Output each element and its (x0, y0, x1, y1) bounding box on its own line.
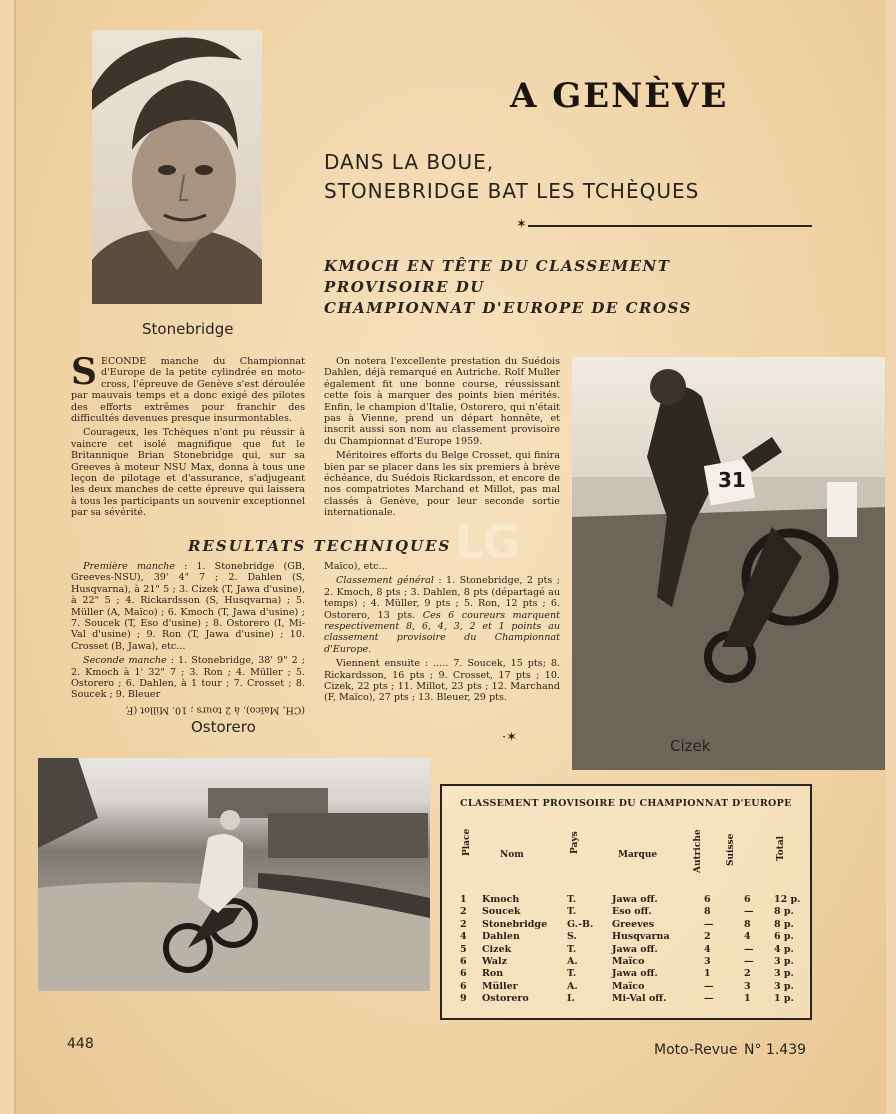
row-brand: Maïco (612, 980, 645, 992)
ostorero-illustration (38, 758, 430, 991)
page-number: 448 (67, 1036, 94, 1052)
row-total: 3 p. (774, 956, 794, 967)
row-brand: Eso off. (612, 906, 652, 918)
row-switzerland: — (744, 906, 754, 918)
portrait-caption: Stonebridge (142, 320, 234, 338)
row-switzerland: 6 (744, 894, 751, 905)
row-total: 8 p. (774, 918, 794, 930)
kicker-line-2: PROVISOIRE DU (324, 278, 485, 296)
table-row (442, 968, 810, 981)
row-country: T. (567, 906, 577, 918)
row-brand: Jawa off. (612, 968, 658, 980)
row-country: A. (567, 956, 578, 967)
row-country: T. (567, 943, 577, 955)
row-country: T. (567, 968, 577, 980)
following-riders: Viennent ensuite : ..... 7. Soucek, 15 pts; 8. Rickardsson, 16 pts ; 9. Crosset, 17 pts ; 10. Cizek, 22 pts ; 11. Millot, 23 pts ; 12. Marchand (F, Maïco), 27 pts ; 13. Bleuer, 29 pts. (324, 658, 560, 704)
row-country: I. (567, 993, 575, 1005)
title-rule (528, 225, 812, 227)
subtitle-line-1: DANS LA BOUE, (324, 150, 495, 174)
table-title: CLASSEMENT PROVISOIRE DU CHAMPIONNAT D'EUROPE (460, 798, 792, 809)
table-row (442, 931, 810, 944)
row-name: Walz (482, 956, 508, 967)
row-brand: Jawa off. (612, 894, 658, 905)
first-heat-label: Première manche (83, 561, 176, 572)
table-row (442, 944, 810, 957)
results-continuation: Maïco), etc... (324, 561, 388, 572)
row-brand: Jawa off. (612, 943, 658, 955)
table-row (442, 993, 810, 1006)
cizek-illustration (572, 357, 885, 770)
kicker-line-1: KMOCH EN TÊTE DU CLASSEMENT (324, 257, 671, 275)
row-brand: Husqvarna (612, 931, 670, 943)
row-name: Ostorero (482, 993, 529, 1005)
row-place: 1 (460, 894, 467, 905)
row-austria: 3 (704, 956, 711, 967)
row-country: G.-B. (567, 918, 594, 930)
row-switzerland: 1 (744, 993, 751, 1005)
row-austria: 1 (704, 968, 711, 980)
standings-table (440, 784, 812, 1020)
row-switzerland: 2 (744, 968, 751, 980)
ostorero-caption: Ostorero (191, 718, 256, 736)
column-2-paragraph-1: On notera l'excellente prestation du Suédois Dahlen, déjà remarqué en Autriche. Rolf Muller également fit une bonne course, réussissant cette fois à marquer des points bien mérités. Enfin, le champion d'Italie, Ostorero, qui n'était pas à Vienne, prend un départ honnête, et inscrit aussi son nom au classement provisoire du Championnat d'Europe 1959. (324, 356, 560, 447)
table-row (442, 894, 810, 907)
issue-number: N° 1.439 (744, 1042, 807, 1058)
row-country: T. (567, 894, 577, 905)
row-total: 3 p. (774, 968, 794, 980)
row-total: 4 p. (774, 943, 794, 955)
first-heat-results: : 1. Stonebridge (GB, Greeves-NSU), 39' 4" 7 ; 2. Dahlen (S, Husqvarna), à 21" 5 ; 3. Cizek (T, Jawa d'usine), à 22" 5 ; 4. Rickardsson (S, Husqvarna) ; 5. Müller (A, Maïco) ; 6. Kmoch (T, Jawa d'usine) ; 7. Soucek (T, Eso d'usine) ; 8. Ostorero (I, Mi-Val d'usine) ; 9. Ron (T, Jawa d'usine) ; 10. Crosset (B, Jawa), etc... (71, 561, 306, 652)
row-austria: 8 (704, 906, 711, 918)
row-austria: — (704, 980, 714, 992)
star-ornament-small: ·✶ (502, 730, 518, 745)
row-austria: — (704, 918, 714, 930)
row-total: 6 p. (774, 931, 794, 943)
row-name: Kmoch (482, 894, 520, 905)
row-place: 6 (460, 956, 467, 967)
row-country: S. (567, 931, 577, 943)
row-place: 2 (460, 906, 467, 918)
second-heat-label: Seconde manche (83, 655, 167, 667)
table-row (442, 906, 810, 919)
row-switzerland: — (744, 956, 754, 967)
header-marque: Marque (618, 850, 658, 860)
row-brand: Greeves (612, 918, 655, 930)
table-row (442, 981, 810, 994)
row-name: Müller (482, 980, 518, 992)
row-austria: 4 (704, 943, 711, 955)
article-column-1 (71, 351, 305, 522)
row-place: 9 (460, 993, 467, 1005)
second-heat-results-inverted: (CH, Maïco), à 2 tours ; 10. Millot (F, (125, 704, 305, 716)
row-total: 1 p. (774, 993, 794, 1005)
row-austria: 6 (704, 894, 711, 905)
row-place: 4 (460, 931, 467, 943)
row-name: Ron (482, 968, 504, 980)
row-brand: Mi-Val off. (612, 993, 667, 1005)
cizek-photo (572, 357, 885, 770)
row-name: Cizek (482, 943, 512, 955)
row-austria: 2 (704, 931, 711, 943)
header-place: Place (462, 828, 472, 856)
row-name: Soucek (482, 906, 521, 918)
row-switzerland: 4 (744, 931, 751, 943)
row-place: 2 (460, 918, 467, 930)
row-name: Stonebridge (482, 918, 548, 930)
row-switzerland: — (744, 943, 754, 955)
column-1-paragraph-2: Courageux, les Tchèques n'ont pu réussir à vaincre cet isolé magnifique que fut le Britannique Brian Stonebridge qui, sur sa Greeves à moteur NSU Max, donna à tous une leçon de pilotage et d'assurance, s'adjugeant les deux manches de cette épreuve qui laissera à tous les participants un souvenir exceptionnel par sa sévérité. (71, 427, 305, 519)
general-classification-label: Classement général (336, 575, 434, 587)
row-place: 6 (460, 980, 467, 992)
magazine-name: Moto-Revue (654, 1042, 738, 1058)
star-ornament: ✶ (516, 217, 527, 232)
row-total: 3 p. (774, 980, 794, 992)
row-total: 8 p. (774, 906, 794, 918)
row-austria: — (704, 993, 714, 1005)
watermark-logo: LG (455, 515, 519, 569)
header-total: Total (776, 835, 786, 861)
ostorero-photo (38, 758, 430, 991)
header-nom: Nom (500, 850, 524, 860)
row-country: A. (567, 980, 578, 992)
table-row (442, 956, 810, 969)
header-suisse: Suisse (726, 833, 736, 866)
portrait-illustration (92, 30, 262, 304)
row-place: 5 (460, 943, 467, 955)
article-column-2 (324, 356, 560, 522)
results-column-2 (324, 561, 560, 707)
race-number: 31 (718, 468, 746, 492)
subtitle-line-2: STONEBRIDGE BAT LES TCHÈQUES (324, 179, 700, 203)
article-title: A GENÈVE (510, 76, 729, 116)
row-name: Dahlen (482, 931, 520, 943)
table-row (442, 919, 810, 932)
kicker-line-3: CHAMPIONNAT D'EUROPE DE CROSS (324, 299, 692, 317)
header-autriche: Autriche (693, 829, 703, 873)
row-brand: Maïco (612, 956, 645, 967)
row-switzerland: 8 (744, 918, 751, 930)
column-1-paragraph-1: ECONDE manche du Championnat d'Europe de la petite cylindrée en moto-cross, l'épreuve de Genève s'est déroulée par mauvais temps et a donc exigé des pilotes des efforts extrêmes pour franchir des difficultés devenues presque insurmontables. (71, 356, 305, 425)
general-classification-note: Ces 6 coureurs marquent respectivement 8, 6, 4, 3, 2 et 1 points au classement provisoire du Championnat d'Europe. (324, 609, 560, 655)
row-total: 12 p. (774, 894, 801, 905)
row-switzerland: 3 (744, 980, 751, 992)
cizek-caption: Cizek (670, 737, 711, 755)
header-pays: Pays (570, 831, 580, 854)
column-2-paragraph-2: Méritoires efforts du Belge Crosset, qui finira bien par se placer dans les six premiers à brève échéance, du Suédois Rickardsson, et encore de nos compatriotes Marchand et Millot, pas mal classés à Genève, pour leur seconde sortie internationale. (324, 450, 560, 519)
portrait-photo (92, 30, 262, 304)
results-column-1 (71, 561, 305, 718)
row-place: 6 (460, 968, 467, 980)
results-heading: RESULTATS TECHNIQUES (188, 537, 452, 555)
drop-cap: S (71, 351, 97, 393)
second-heat-results: : 1. Stonebridge, 38' 9" 2 ; 2. Kmoch à 1' 32" 7 ; 3. Ron ; 4. Müller ; 5. Ostorero ; 6. Dahlen, à 1 tour ; 7. Crosset ; 8. Soucek ; 9. Bleuer (71, 655, 306, 701)
general-classification-text: : 1. Stonebridge, 2 pts ; 2. Kmoch, 8 pts ; 3. Dahlen, 8 pts (départagé au temps) ; 4. Müller, 9 pts ; 5. Ron, 12 pts ; 6. Ostorero, 13 pts. (324, 575, 560, 621)
